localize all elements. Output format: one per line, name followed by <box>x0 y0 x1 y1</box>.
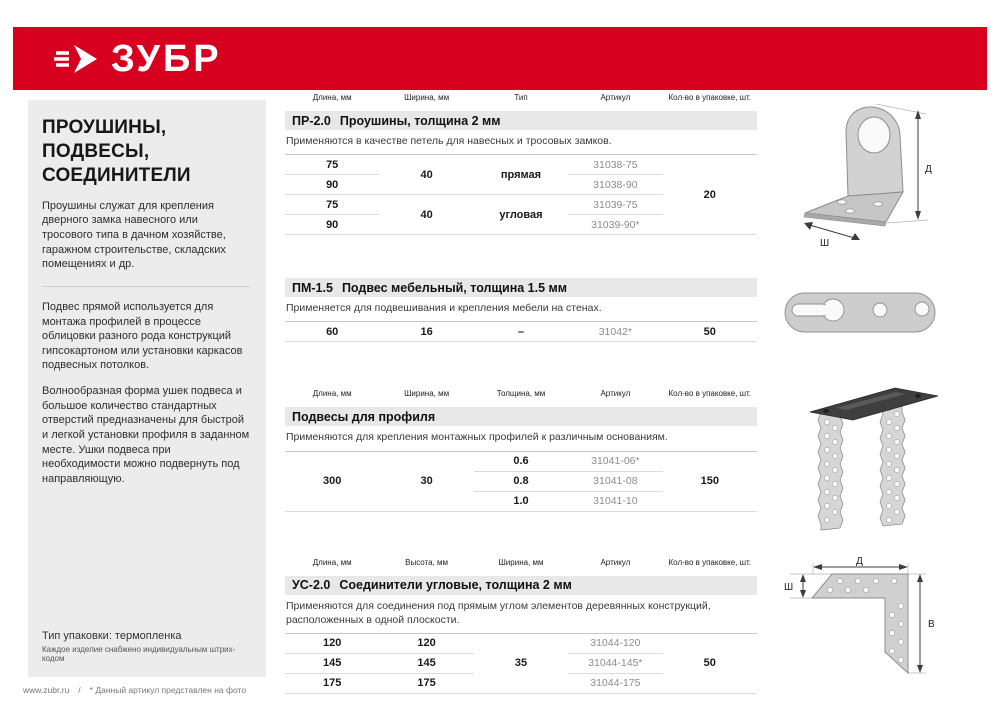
product-description: Применяются для крепления монтажных профилей к различным основаниям. <box>286 431 668 444</box>
cell-height: 175 <box>379 673 473 693</box>
product-table-profile-hangers <box>285 451 757 512</box>
block-profile-hangers <box>285 389 757 511</box>
column-header: Высота, мм <box>405 557 449 567</box>
block-furniture-hanger <box>285 278 757 342</box>
packaging-type: Тип упаковки: термопленка <box>42 630 182 642</box>
table-row <box>285 322 757 342</box>
table-row <box>285 451 757 471</box>
section-header-furniture-hanger <box>285 278 757 297</box>
column-header: Длина, мм <box>312 557 352 567</box>
table-row <box>285 633 757 653</box>
cell-height: 120 <box>379 633 473 653</box>
packaging-note: Каждое изделие снабжено индивидуальным штрих-кодом <box>42 645 236 663</box>
cell-article: 31044-145* <box>568 653 662 673</box>
sidebar-divider <box>42 286 251 287</box>
product-title: Соединители угловые, толщина 2 мм <box>339 578 572 593</box>
figure-corner-connector <box>782 556 982 711</box>
dim-label-height: В <box>928 619 935 630</box>
block-corner-connectors <box>285 558 757 694</box>
cell-thickness: 0.6 <box>474 451 568 471</box>
cell-qty: 50 <box>663 633 757 693</box>
dim-label-length: Д <box>856 556 863 567</box>
profile-hanger-drawing <box>798 378 948 550</box>
cell-article: 31039-75 <box>568 195 662 215</box>
product-description: Применяются в качестве петель для навесных и тросовых замков. <box>286 135 612 147</box>
cell-type: – <box>474 322 568 342</box>
cell-article: 31041-06* <box>568 451 662 471</box>
cell-length: 75 <box>285 155 379 175</box>
cell-length: 145 <box>285 653 379 673</box>
product-title: Проушины, толщина 2 мм <box>339 113 501 128</box>
product-description: Применяется для подвешивания и крепления мебели на стенах. <box>286 302 602 315</box>
site-url: www.zubr.ru <box>23 685 70 695</box>
cell-width: 16 <box>379 322 473 342</box>
column-header: Ширина, мм <box>404 389 450 399</box>
cell-length: 75 <box>285 195 379 215</box>
cell-qty: 20 <box>663 155 757 235</box>
cell-type: угловая <box>474 195 568 235</box>
cell-article: 31044-120 <box>568 633 662 653</box>
column-header: Толщина, мм <box>496 389 546 399</box>
column-headers-eyelets <box>285 93 757 102</box>
column-header: Артикул <box>600 93 631 102</box>
cell-qty: 150 <box>663 451 757 511</box>
cell-article: 31039-90* <box>568 215 662 235</box>
cell-article: 31042* <box>568 322 662 342</box>
cell-article: 31038-90 <box>568 175 662 195</box>
column-header: Длина, мм <box>312 389 352 399</box>
cell-article: 31038-75 <box>568 155 662 175</box>
column-header: Кол-во в упаковке, шт. <box>668 389 752 399</box>
product-description: Применяются для соединения под прямым углом элементов деревянных конструкций, расположенных в одной плоскости. <box>286 599 711 626</box>
page-title-line: ПОДВЕСЫ, <box>42 140 150 162</box>
figure-furniture-hanger <box>778 288 946 345</box>
section-header-profile-hangers <box>285 407 757 426</box>
cell-article: 31041-08 <box>568 471 662 491</box>
column-header: Ширина, мм <box>498 557 544 567</box>
product-table-corner-connectors <box>285 633 757 694</box>
cell-thickness: 1.0 <box>474 491 568 511</box>
page-title-line: ПРОУШИНЫ, <box>42 117 167 138</box>
dim-label-width: Ш <box>820 238 830 248</box>
brand-name: ЗУБР <box>111 37 222 80</box>
column-header: Кол-во в упаковке, шт. <box>668 557 752 567</box>
table-row <box>285 155 757 175</box>
dim-label-length: Д <box>925 164 932 175</box>
cell-article: 31044-175 <box>568 673 662 693</box>
column-headers-corner-connectors <box>285 558 757 567</box>
cell-width: 30 <box>379 451 473 511</box>
column-header: Ширина, мм <box>404 93 450 102</box>
zubr-logo <box>53 37 222 80</box>
zubr-arrow-icon <box>53 43 99 75</box>
column-header: Кол-во в упаковке, шт. <box>668 93 752 102</box>
dim-label-width: Ш <box>784 582 794 593</box>
footnote: * Данный артикул представлен на фото <box>89 685 247 695</box>
column-headers-profile-hangers <box>285 389 757 398</box>
column-header: Длина, мм <box>312 93 352 102</box>
cell-length: 300 <box>285 451 379 511</box>
eyelet-drawing <box>790 96 980 248</box>
intro-paragraph-hanger-2: Волнообразная форма ушек подвеса и большое количество стандартных отверстий предназначены для быстрой и легкой установки профиля в заданном месте. Ушки подвеса при необходимости можно подвернуть под направляющую. <box>42 385 250 485</box>
page-footer <box>23 685 246 695</box>
section-header-corner-connectors <box>285 576 757 595</box>
page-title-line: СОЕДИНИТЕЛИ <box>42 164 191 186</box>
cell-width: 40 <box>379 195 473 235</box>
figure-eyelet-angular <box>790 96 980 253</box>
page-title <box>42 116 251 188</box>
cell-length: 90 <box>285 215 379 235</box>
section-header-eyelets <box>285 111 757 130</box>
product-code: ПР-2.0 <box>292 113 331 128</box>
sidebar <box>28 100 266 677</box>
product-table-eyelets <box>285 154 757 235</box>
product-code: ПМ-1.5 <box>292 280 333 295</box>
cell-length: 120 <box>285 633 379 653</box>
cell-width: 40 <box>379 155 473 195</box>
furniture-hanger-drawing <box>778 288 946 340</box>
cell-thickness: 0.8 <box>474 471 568 491</box>
column-header: Тип <box>514 93 528 102</box>
product-code: УС-2.0 <box>292 578 331 593</box>
cell-length: 175 <box>285 673 379 693</box>
product-title: Подвесы для профиля <box>292 409 436 424</box>
cell-qty: 50 <box>663 322 757 342</box>
cell-article: 31041-10 <box>568 491 662 511</box>
intro-paragraph-eyelets: Проушины служат для крепления дверного замка навесного или тросового типа в дачном хозяйстве, гаражном строительстве, складских помещениях и др. <box>42 199 226 271</box>
footer-separator: / <box>78 685 81 695</box>
column-header: Артикул <box>600 389 631 399</box>
corner-connector-drawing <box>782 556 982 706</box>
cell-length: 60 <box>285 322 379 342</box>
intro-paragraph-hanger: Подвес прямой используется для монтажа профилей в процессе облицовки разного рода конструкций гипсокартоном или установки каркасов подвесных потолков. <box>42 300 243 372</box>
packaging-info <box>42 630 251 663</box>
cell-height: 145 <box>379 653 473 673</box>
cell-type: прямая <box>474 155 568 195</box>
cell-width: 35 <box>474 633 568 693</box>
product-table-furniture-hanger <box>285 321 757 342</box>
figure-profile-hanger <box>798 378 948 555</box>
brand-header <box>13 27 987 90</box>
tables-area <box>285 93 757 694</box>
product-title: Подвес мебельный, толщина 1.5 мм <box>341 280 568 295</box>
column-header: Артикул <box>600 557 631 567</box>
cell-length: 90 <box>285 175 379 195</box>
